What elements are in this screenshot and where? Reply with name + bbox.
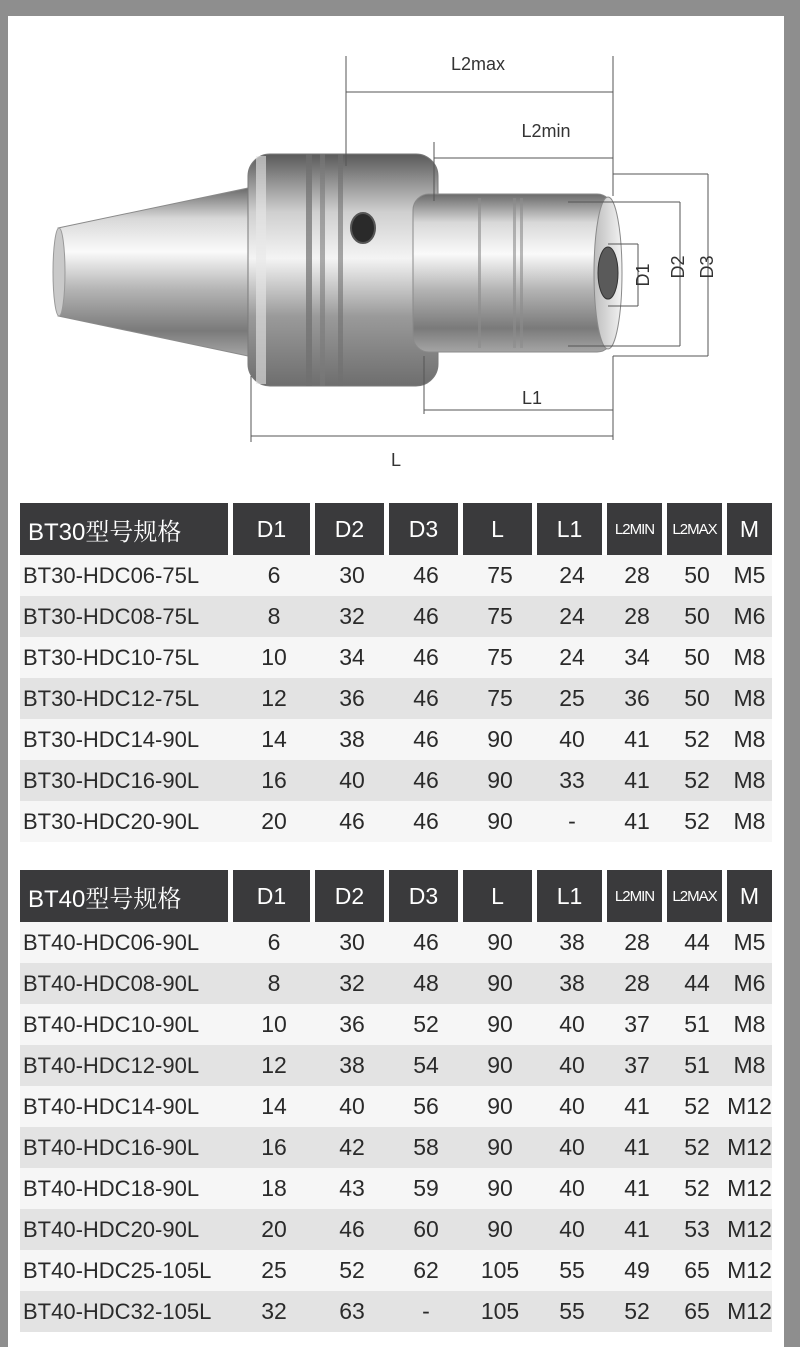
- value-cell: M8: [727, 637, 772, 678]
- value-cell: 28: [607, 596, 667, 637]
- value-cell: 16: [233, 1127, 315, 1168]
- col-header-l: L: [463, 503, 537, 555]
- bt40-table-body: [20, 922, 772, 1332]
- value-cell: 38: [315, 1045, 389, 1086]
- value-cell: 14: [233, 719, 315, 760]
- value-cell: 10: [233, 637, 315, 678]
- bore: [598, 247, 618, 299]
- col-header-l1: L1: [537, 870, 607, 922]
- value-cell: 28: [607, 922, 667, 963]
- value-cell: 40: [537, 1168, 607, 1209]
- value-cell: 75: [463, 637, 537, 678]
- value-cell: 38: [315, 719, 389, 760]
- value-cell: M12: [727, 1127, 772, 1168]
- dim-label-d3: D3: [697, 255, 717, 279]
- tool-holder-diagram: [8, 16, 784, 496]
- model-cell: BT30-HDC16-90L: [20, 760, 233, 801]
- value-cell: 55: [537, 1291, 607, 1332]
- value-cell: 46: [315, 1209, 389, 1250]
- value-cell: 51: [667, 1045, 727, 1086]
- value-cell: 46: [389, 678, 463, 719]
- value-cell: M12: [727, 1168, 772, 1209]
- value-cell: M8: [727, 1004, 772, 1045]
- value-cell: 24: [537, 555, 607, 596]
- value-cell: 32: [315, 596, 389, 637]
- value-cell: 50: [667, 678, 727, 719]
- value-cell: 41: [607, 1209, 667, 1250]
- value-cell: 52: [667, 760, 727, 801]
- col-header-d2: D2: [315, 870, 389, 922]
- value-cell: M8: [727, 1045, 772, 1086]
- value-cell: 40: [315, 1086, 389, 1127]
- col-header-l2min: L2MIN: [607, 870, 667, 922]
- tool-holder-drawing: [8, 16, 784, 496]
- table-row: [20, 1291, 772, 1332]
- value-cell: 41: [607, 1086, 667, 1127]
- value-cell: 52: [667, 1086, 727, 1127]
- value-cell: M6: [727, 963, 772, 1004]
- value-cell: M8: [727, 760, 772, 801]
- value-cell: 49: [607, 1250, 667, 1291]
- value-cell: 41: [607, 719, 667, 760]
- value-cell: 42: [315, 1127, 389, 1168]
- model-cell: BT40-HDC06-90L: [20, 922, 233, 963]
- value-cell: 62: [389, 1250, 463, 1291]
- value-cell: 65: [667, 1291, 727, 1332]
- table-row: [20, 1168, 772, 1209]
- value-cell: 90: [463, 963, 537, 1004]
- value-cell: 60: [389, 1209, 463, 1250]
- value-cell: 33: [537, 760, 607, 801]
- table-row: [20, 963, 772, 1004]
- value-cell: 10: [233, 1004, 315, 1045]
- value-cell: 12: [233, 1045, 315, 1086]
- table-header-row: [20, 503, 772, 555]
- table-row: [20, 1004, 772, 1045]
- value-cell: 41: [607, 801, 667, 842]
- value-cell: 18: [233, 1168, 315, 1209]
- value-cell: 65: [667, 1250, 727, 1291]
- value-cell: 46: [389, 801, 463, 842]
- value-cell: 44: [667, 963, 727, 1004]
- col-header-d1: D1: [233, 503, 315, 555]
- bt30-table-title: BT30型号规格: [20, 503, 233, 555]
- value-cell: 90: [463, 922, 537, 963]
- table-row: [20, 1209, 772, 1250]
- value-cell: 56: [389, 1086, 463, 1127]
- value-cell: 43: [315, 1168, 389, 1209]
- value-cell: M8: [727, 801, 772, 842]
- value-cell: 40: [537, 1004, 607, 1045]
- model-cell: BT40-HDC18-90L: [20, 1168, 233, 1209]
- value-cell: M12: [727, 1250, 772, 1291]
- value-cell: M5: [727, 555, 772, 596]
- value-cell: 37: [607, 1004, 667, 1045]
- value-cell: 40: [537, 1127, 607, 1168]
- table-row: [20, 637, 772, 678]
- value-cell: 48: [389, 963, 463, 1004]
- value-cell: M12: [727, 1291, 772, 1332]
- table-row: [20, 719, 772, 760]
- value-cell: 24: [537, 637, 607, 678]
- value-cell: 34: [315, 637, 389, 678]
- value-cell: 90: [463, 1168, 537, 1209]
- value-cell: 28: [607, 963, 667, 1004]
- value-cell: 90: [463, 719, 537, 760]
- model-cell: BT40-HDC32-105L: [20, 1291, 233, 1332]
- bt30-spec-table: [20, 503, 772, 842]
- model-cell: BT30-HDC12-75L: [20, 678, 233, 719]
- table-row: [20, 555, 772, 596]
- value-cell: -: [389, 1291, 463, 1332]
- table-row: [20, 801, 772, 842]
- value-cell: 90: [463, 1045, 537, 1086]
- value-cell: 46: [389, 637, 463, 678]
- value-cell: 63: [315, 1291, 389, 1332]
- value-cell: 59: [389, 1168, 463, 1209]
- model-cell: BT30-HDC14-90L: [20, 719, 233, 760]
- value-cell: 20: [233, 801, 315, 842]
- model-cell: BT40-HDC08-90L: [20, 963, 233, 1004]
- model-cell: BT30-HDC06-75L: [20, 555, 233, 596]
- value-cell: 20: [233, 1209, 315, 1250]
- value-cell: M6: [727, 596, 772, 637]
- value-cell: 46: [389, 719, 463, 760]
- model-cell: BT30-HDC08-75L: [20, 596, 233, 637]
- value-cell: 28: [607, 555, 667, 596]
- value-cell: 46: [389, 922, 463, 963]
- table-row: [20, 760, 772, 801]
- value-cell: 24: [537, 596, 607, 637]
- value-cell: 36: [315, 678, 389, 719]
- value-cell: 52: [607, 1291, 667, 1332]
- value-cell: 30: [315, 922, 389, 963]
- col-header-l: L: [463, 870, 537, 922]
- model-cell: BT40-HDC10-90L: [20, 1004, 233, 1045]
- model-cell: BT40-HDC12-90L: [20, 1045, 233, 1086]
- model-cell: BT40-HDC20-90L: [20, 1209, 233, 1250]
- value-cell: 40: [537, 1086, 607, 1127]
- dim-label-l2max: L2max: [450, 54, 506, 74]
- col-header-l2min: L2MIN: [607, 503, 667, 555]
- value-cell: 75: [463, 596, 537, 637]
- value-cell: 40: [315, 760, 389, 801]
- value-cell: 105: [463, 1291, 537, 1332]
- value-cell: 12: [233, 678, 315, 719]
- value-cell: 90: [463, 760, 537, 801]
- value-cell: 41: [607, 1168, 667, 1209]
- value-cell: M12: [727, 1209, 772, 1250]
- value-cell: 30: [315, 555, 389, 596]
- col-header-d1: D1: [233, 870, 315, 922]
- set-screw-hole: [351, 213, 375, 243]
- table-row: [20, 922, 772, 963]
- col-header-l2max: L2MAX: [667, 870, 727, 922]
- value-cell: 46: [389, 760, 463, 801]
- table-header-row: [20, 870, 772, 922]
- table-row: [20, 1086, 772, 1127]
- value-cell: 90: [463, 801, 537, 842]
- value-cell: 8: [233, 596, 315, 637]
- value-cell: M8: [727, 719, 772, 760]
- value-cell: 52: [315, 1250, 389, 1291]
- model-cell: BT40-HDC16-90L: [20, 1127, 233, 1168]
- value-cell: 90: [463, 1209, 537, 1250]
- value-cell: 14: [233, 1086, 315, 1127]
- value-cell: 38: [537, 922, 607, 963]
- value-cell: 46: [389, 596, 463, 637]
- bt40-table-title: BT40型号规格: [20, 870, 233, 922]
- value-cell: 40: [537, 1209, 607, 1250]
- col-header-l2max: L2MAX: [667, 503, 727, 555]
- value-cell: 105: [463, 1250, 537, 1291]
- dim-label-d2: D2: [668, 255, 688, 279]
- value-cell: 55: [537, 1250, 607, 1291]
- value-cell: 32: [233, 1291, 315, 1332]
- value-cell: 58: [389, 1127, 463, 1168]
- table-row: [20, 596, 772, 637]
- value-cell: 40: [537, 1045, 607, 1086]
- value-cell: 46: [389, 555, 463, 596]
- bt40-spec-table: [20, 870, 772, 1332]
- value-cell: M12: [727, 1086, 772, 1127]
- value-cell: 75: [463, 555, 537, 596]
- value-cell: 52: [667, 1127, 727, 1168]
- value-cell: 34: [607, 637, 667, 678]
- col-header-m: M: [727, 870, 772, 922]
- model-cell: BT40-HDC25-105L: [20, 1250, 233, 1291]
- value-cell: 6: [233, 555, 315, 596]
- value-cell: 46: [315, 801, 389, 842]
- model-cell: BT40-HDC14-90L: [20, 1086, 233, 1127]
- col-header-l1: L1: [537, 503, 607, 555]
- model-cell: BT30-HDC10-75L: [20, 637, 233, 678]
- value-cell: 25: [537, 678, 607, 719]
- value-cell: 54: [389, 1045, 463, 1086]
- dim-label-d1: D1: [633, 263, 653, 287]
- value-cell: M8: [727, 678, 772, 719]
- value-cell: 90: [463, 1086, 537, 1127]
- value-cell: 50: [667, 596, 727, 637]
- value-cell: 52: [667, 1168, 727, 1209]
- dim-label-l: L: [390, 450, 402, 470]
- table-row: [20, 1250, 772, 1291]
- spec-sheet: [8, 16, 784, 1347]
- value-cell: 44: [667, 922, 727, 963]
- value-cell: -: [537, 801, 607, 842]
- value-cell: 6: [233, 922, 315, 963]
- table-row: [20, 1045, 772, 1086]
- taper-shank: [58, 188, 248, 356]
- value-cell: 90: [463, 1127, 537, 1168]
- value-cell: 36: [315, 1004, 389, 1045]
- value-cell: 52: [389, 1004, 463, 1045]
- dim-label-l2min: L2min: [521, 121, 571, 141]
- value-cell: 32: [315, 963, 389, 1004]
- value-cell: 8: [233, 963, 315, 1004]
- value-cell: 75: [463, 678, 537, 719]
- value-cell: 36: [607, 678, 667, 719]
- value-cell: 50: [667, 637, 727, 678]
- model-cell: BT30-HDC20-90L: [20, 801, 233, 842]
- value-cell: 41: [607, 760, 667, 801]
- value-cell: 37: [607, 1045, 667, 1086]
- col-header-d3: D3: [389, 503, 463, 555]
- table-row: [20, 678, 772, 719]
- col-header-d3: D3: [389, 870, 463, 922]
- value-cell: 41: [607, 1127, 667, 1168]
- table-row: [20, 1127, 772, 1168]
- col-header-d2: D2: [315, 503, 389, 555]
- value-cell: 52: [667, 719, 727, 760]
- value-cell: 16: [233, 760, 315, 801]
- value-cell: 90: [463, 1004, 537, 1045]
- value-cell: M5: [727, 922, 772, 963]
- value-cell: 25: [233, 1250, 315, 1291]
- value-cell: 52: [667, 801, 727, 842]
- value-cell: 50: [667, 555, 727, 596]
- value-cell: 38: [537, 963, 607, 1004]
- bt30-table-body: [20, 555, 772, 842]
- value-cell: 51: [667, 1004, 727, 1045]
- dim-label-l1: L1: [521, 388, 543, 408]
- value-cell: 40: [537, 719, 607, 760]
- value-cell: 53: [667, 1209, 727, 1250]
- col-header-m: M: [727, 503, 772, 555]
